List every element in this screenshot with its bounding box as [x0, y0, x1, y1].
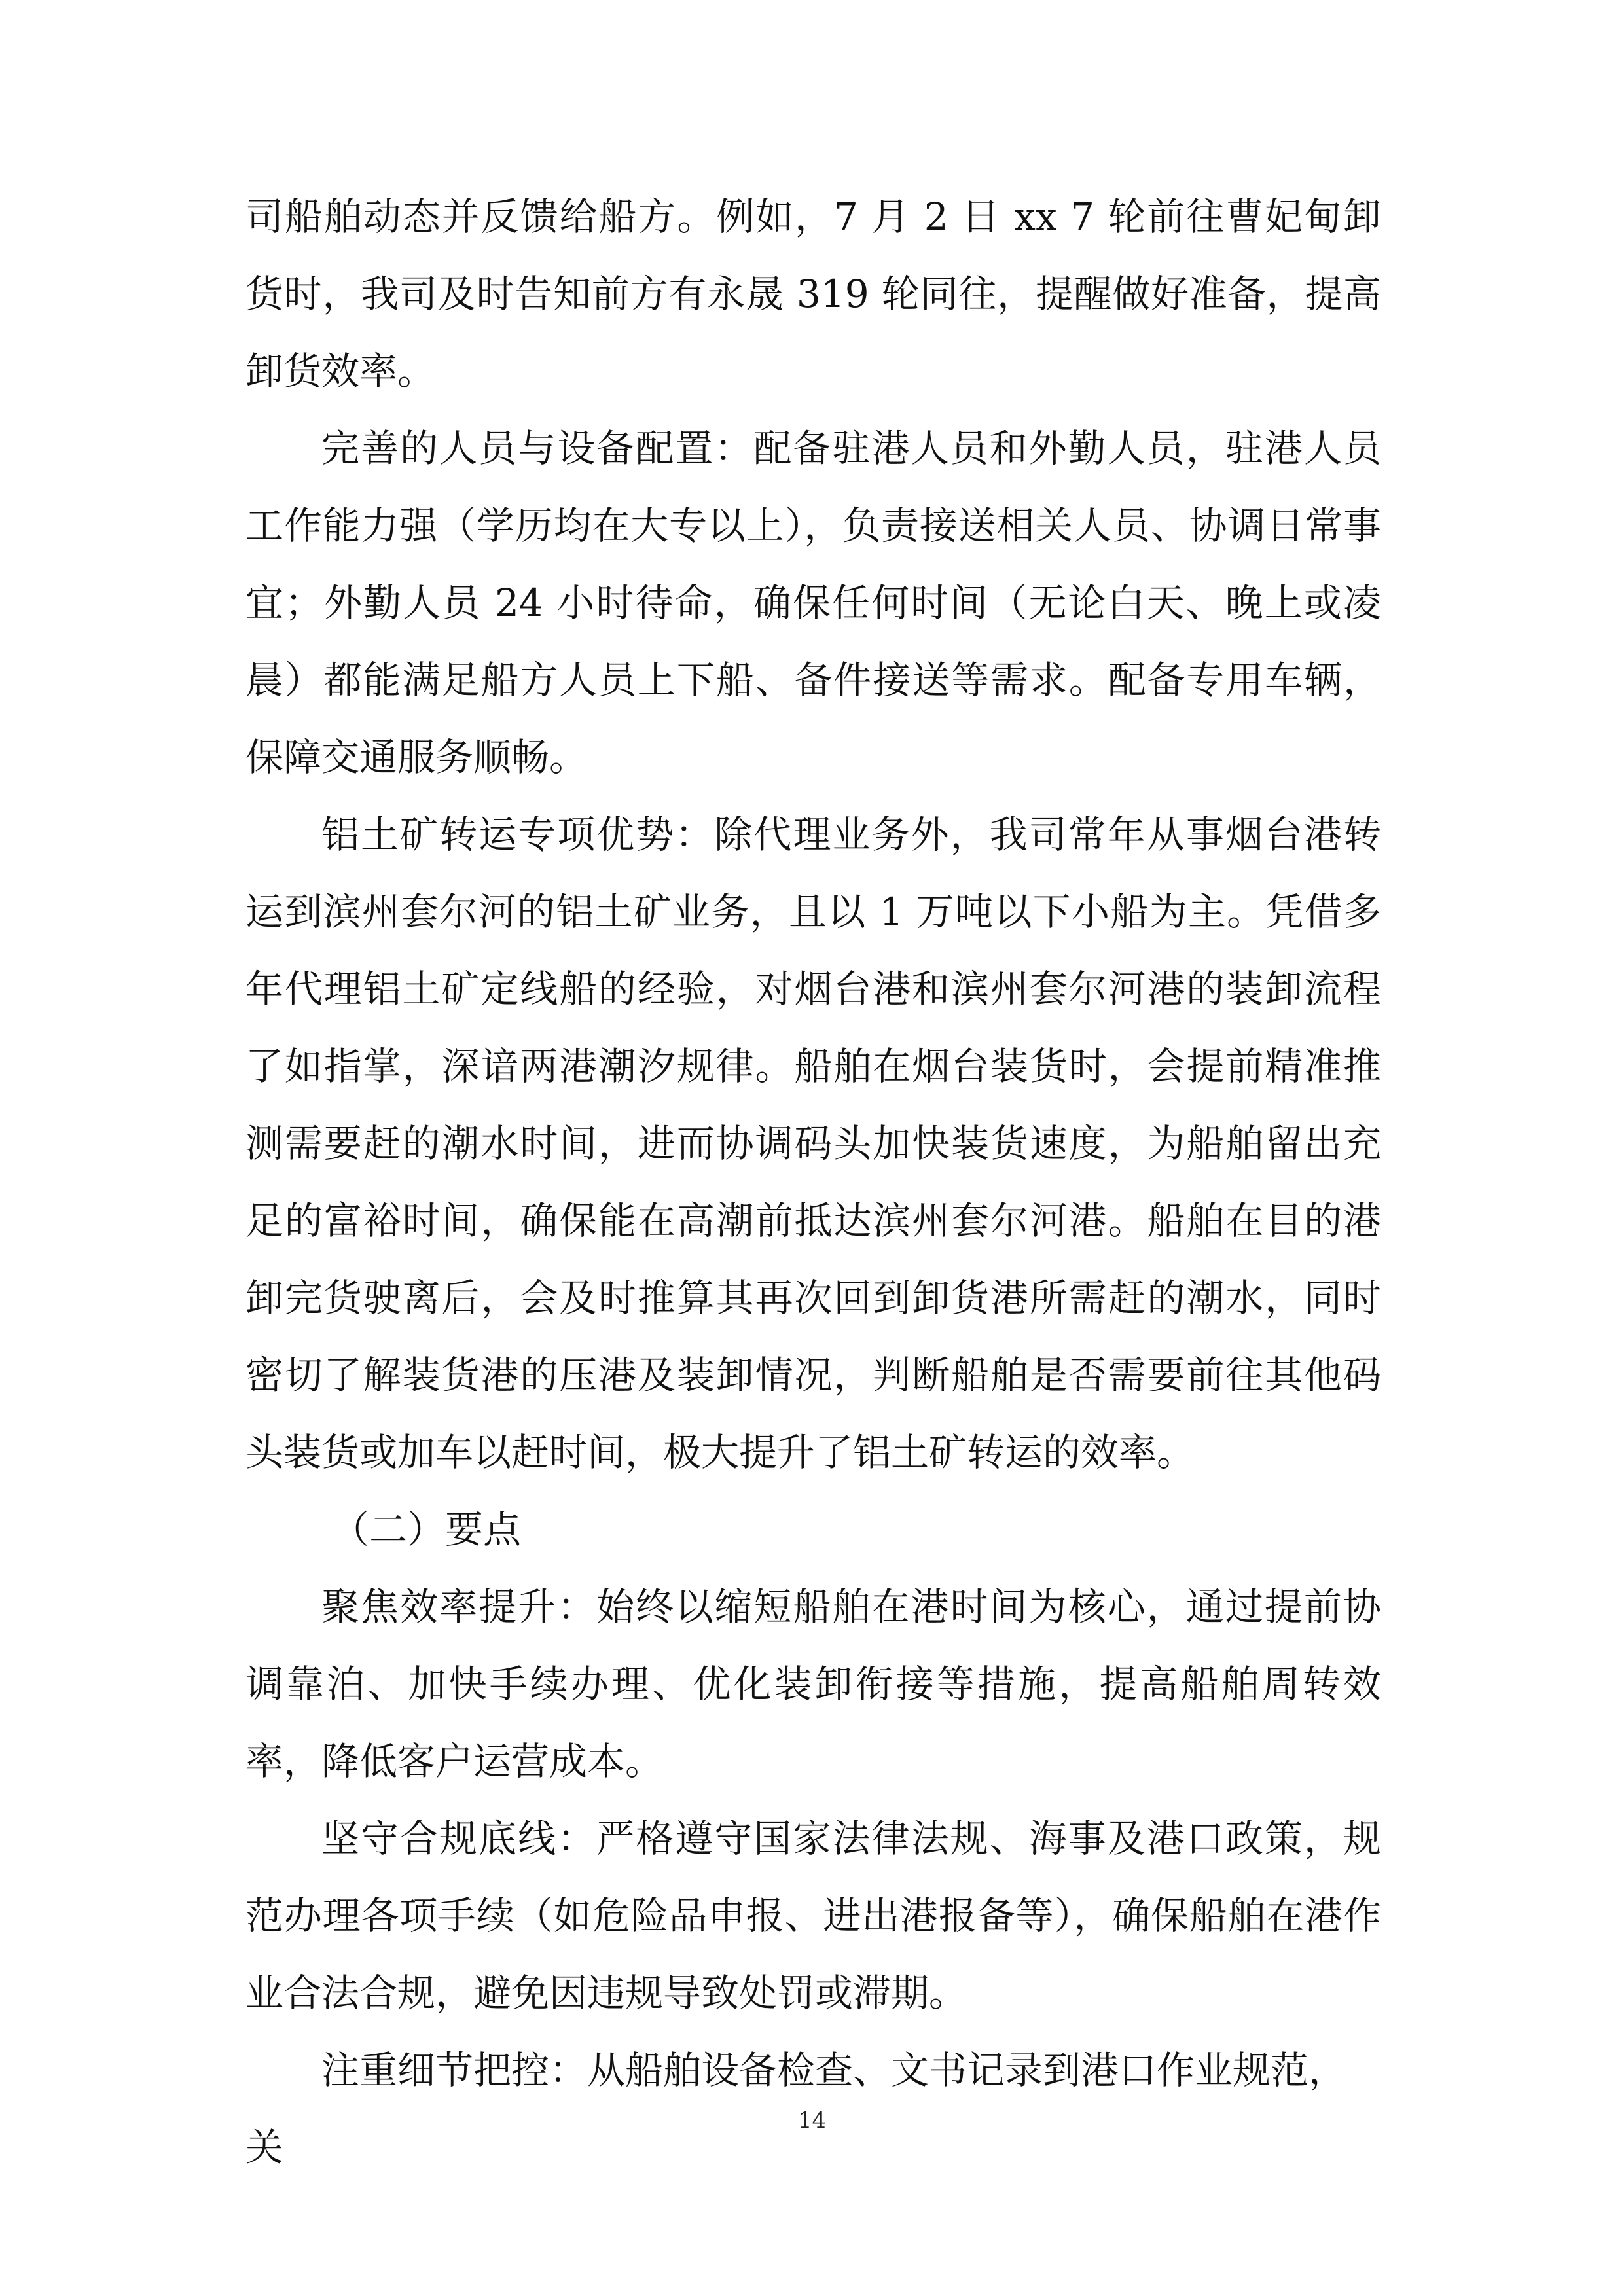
body-text — [245, 178, 1381, 2186]
section-heading-key-points: （二）要点 — [331, 1507, 522, 1552]
paragraph-compliance: 坚守合规底线：严格遵守国家法律法规、海事及港口政策，规范办理各项手续（如危险品申报、进出港报备等），确保船舶在港作业合法合规，避免因违规导致处罚或滞期。 — [245, 1816, 1381, 2015]
paragraph-bauxite-advantage: 铝土矿转运专项优势：除代理业务外，我司常年从事烟台港转运到滨州套尔河的铝土矿业务，且以 1 万吨以下小船为主。凭借多年代理铝土矿定线船的经验，对烟台港和滨州套尔河港的装卸流程了如指掌，深谙两港潮汐规律。船舶在烟台装货时，会提前精准推测需要赶的潮水时间，进而协调码头加快装货速度，为船舶留出充足的富裕时间，确保能在高潮前抵达滨州套尔河港。船舶在目的港卸完货驶离后，会及时推算其再次回到卸货港所需赶的潮水，同时密切了解装货港的压港及装卸情况，判断船舶是否需要前往其他码头装货或加车以赶时间，极大提升了铝土矿转运的效率。 — [245, 812, 1381, 1475]
paragraph-staff-equipment: 完善的人员与设备配置：配备驻港人员和外勤人员，驻港人员工作能力强（学历均在大专以上），负责接送相关人员、协调日常事宜；外勤人员 24 小时待命，确保任何时间（无论白天、晚上或凌晨）都能满足船方人员上下船、备件接送等需求。配备专用车辆，保障交通服务顺畅。 — [245, 426, 1381, 780]
paragraph-ship-dynamics-continued: 司船舶动态并反馈给船方。例如，7 月 2 日 xx 7 轮前往曹妃甸卸货时，我司及时告知前方有永晟 319 轮同往，提醒做好准备，提高卸货效率。 — [245, 194, 1381, 393]
page-number: 14 — [797, 2108, 827, 2134]
paragraph-detail-control: 注重细节把控：从船舶设备检查、文书记录到港口作业规范，关 — [245, 2048, 1347, 2170]
paragraph-efficiency: 聚焦效率提升：始终以缩短船舶在港时间为核心，通过提前协调靠泊、加快手续办理、优化装卸衔接等措施，提高船舶周转效率，降低客户运营成本。 — [245, 1585, 1381, 1784]
